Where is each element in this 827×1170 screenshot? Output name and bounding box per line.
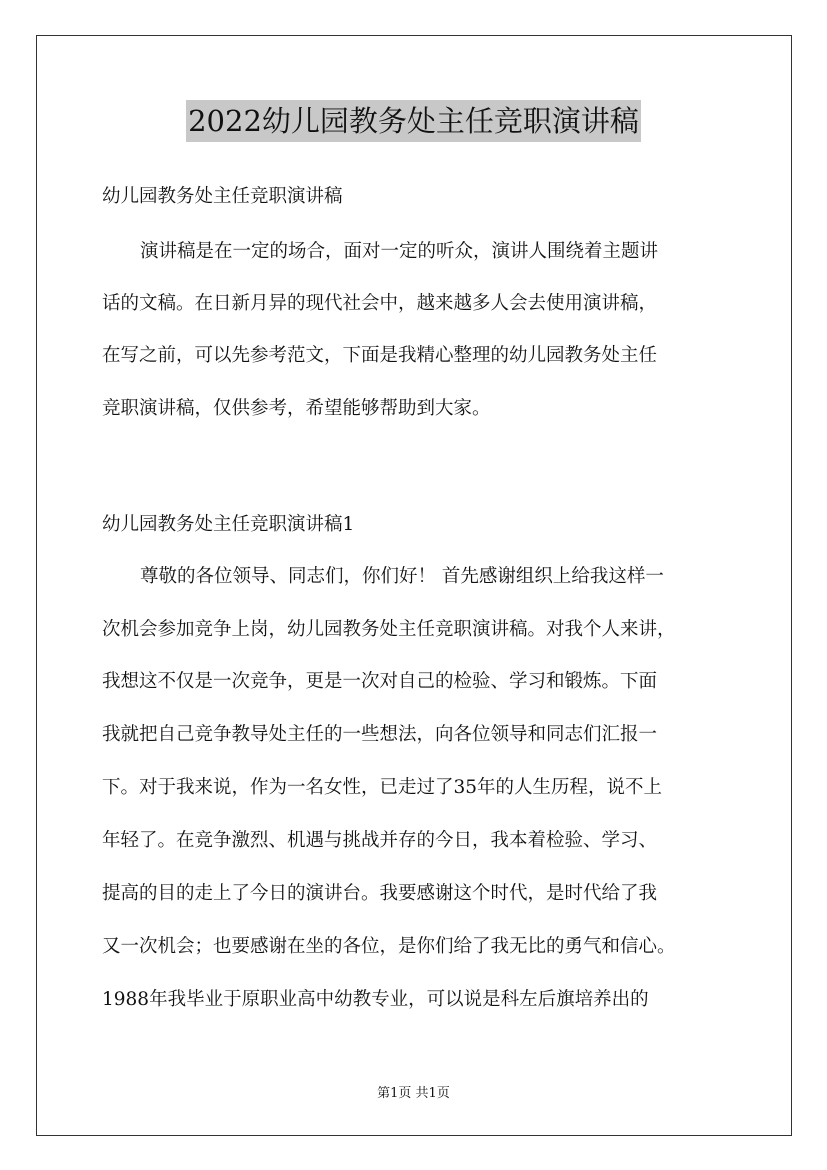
body-line: 次机会参加竞争上岗，幼儿园教务处主任竞职演讲稿。对我个人来讲， xyxy=(102,619,676,640)
intro-line: 演讲稿是在一定的场合，面对一定的听众，演讲人围绕着主题讲 xyxy=(140,241,659,262)
document-subtitle: 幼儿园教务处主任竞职演讲稿 xyxy=(102,186,343,207)
section-heading: 幼儿园教务处主任竞职演讲稿1 xyxy=(102,514,355,535)
body-line: 提高的目的走上了今日的演讲台。我要感谢这个时代，是时代给了我 xyxy=(102,883,658,904)
body-line: 下。对于我来说，作为一名女性，已走过了35年的人生历程，说不上 xyxy=(102,777,663,798)
body-line: 又一次机会；也要感谢在坐的各位，是你们给了我无比的勇气和信心。 xyxy=(102,936,676,957)
page-footer: 第1页 共1页 xyxy=(377,1086,450,1101)
body-line: 尊敬的各位领导、同志们，你们好！ 首先感谢组织上给我这样一 xyxy=(140,566,664,587)
body-line: 我想这不仅是一次竞争，更是一次对自己的检验、学习和锻炼。下面 xyxy=(102,671,658,692)
intro-line: 在写之前，可以先参考范文，下面是我精心整理的幼儿园教务处主任 xyxy=(102,345,658,366)
document-title: 2022幼儿园教务处主任竞职演讲稿 xyxy=(186,100,641,142)
body-line: 年轻了。在竞争激烈、机遇与挑战并存的今日，我本着检验、学习、 xyxy=(102,830,658,851)
body-line: 我就把自己竞争教导处主任的一些想法，向各位领导和同志们汇报一 xyxy=(102,724,658,745)
intro-line: 竞职演讲稿，仅供参考，希望能够帮助到大家。 xyxy=(102,398,491,419)
intro-line: 话的文稿。在日新月异的现代社会中，越来越多人会去使用演讲稿， xyxy=(102,293,658,314)
body-line: 1988年我毕业于原职业高中幼教专业，可以说是科左后旗培养出的 xyxy=(102,989,649,1010)
